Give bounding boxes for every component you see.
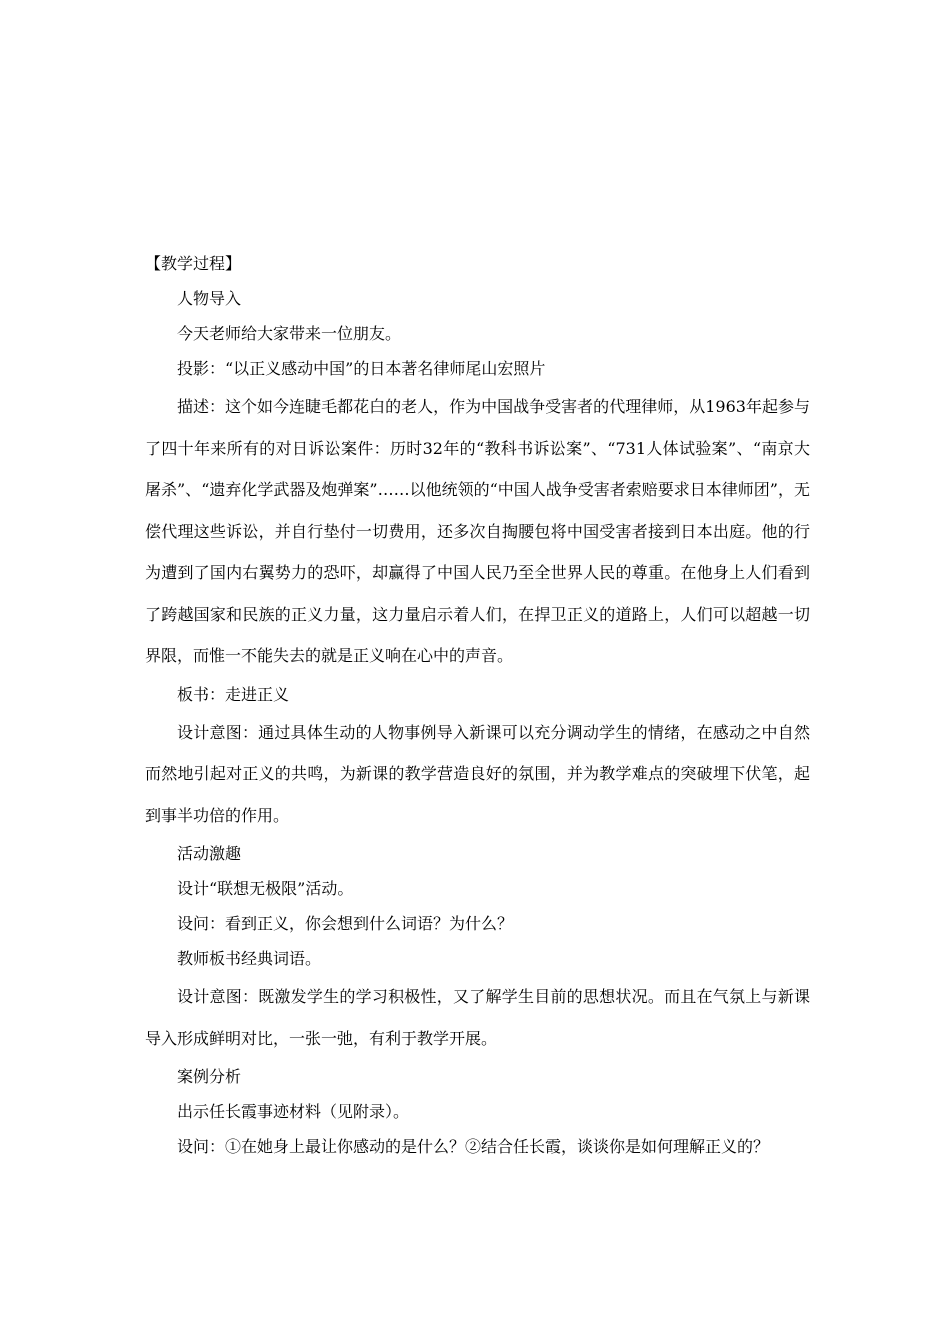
paragraph-projection: 投影：“以正义感动中国”的日本著名律师尾山宏照片	[177, 359, 546, 378]
subheading-activity: 活动激趣	[177, 844, 242, 863]
paragraph-description: 描述：这个如今连睫毛都花白的老人，作为中国战争受害者的代理律师，从1963年起参与了四十年来所有的对日诉讼案件：历时32年的“教科书诉讼案”、“731人体试验案”、“南京大屠杀”、“遗弃化学武器及炮弹案”……以他统领的“中国人战争受害者索赔要求日本律师团”，无偿代理这些诉讼，并自行垫付一切费用，还多次自掏腰包将中国受害者接到日本出庭。他的行为遭到了国内右翼势力的恐吓，却赢得了中国人民乃至全世界人民的尊重。在他身上人们看到了跨越国家和民族的正义力量，这力量启示着人们，在捍卫正义的道路上，人们可以超越一切界限，而惟一不能失去的就是正义响在心中的声音。	[145, 397, 810, 665]
paragraph-intro-friend: 今天老师给大家带来一位朋友。	[177, 324, 402, 343]
paragraph-case-material: 出示任长霞事迹材料（见附录）。	[177, 1102, 410, 1121]
document-page	[145, 246, 810, 1164]
section-title: 【教学过程】	[145, 254, 242, 273]
paragraph-design-intent-1: 设计意图：通过具体生动的人物事例导入新课可以充分调动学生的情绪，在感动之中自然而然地引起对正义的共鸣，为新课的教学营造良好的氛围，并为教学难点的突破埋下伏笔，起到事半功倍的作用。	[145, 722, 810, 825]
subheading-character-intro: 人物导入	[177, 289, 242, 308]
subheading-case-analysis: 案例分析	[177, 1067, 242, 1086]
paragraph-board-writing: 板书：走进正义	[177, 684, 290, 704]
paragraph-design-intent-2: 设计意图：既激发学生的学习积极性，又了解学生目前的思想状况。而且在气氛上与新课导入形成鲜明对比，一张一弛，有利于教学开展。	[145, 987, 810, 1048]
paragraph-teacher-board: 教师板书经典词语。	[177, 949, 322, 968]
paragraph-question-1: 设问：看到正义，你会想到什么词语？为什么？	[177, 914, 514, 933]
paragraph-question-2: 设问：①在她身上最让你感动的是什么？②结合任长霞，谈谈你是如何理解正义的？	[177, 1137, 770, 1156]
paragraph-activity-design: 设计“联想无极限”活动。	[177, 879, 354, 898]
